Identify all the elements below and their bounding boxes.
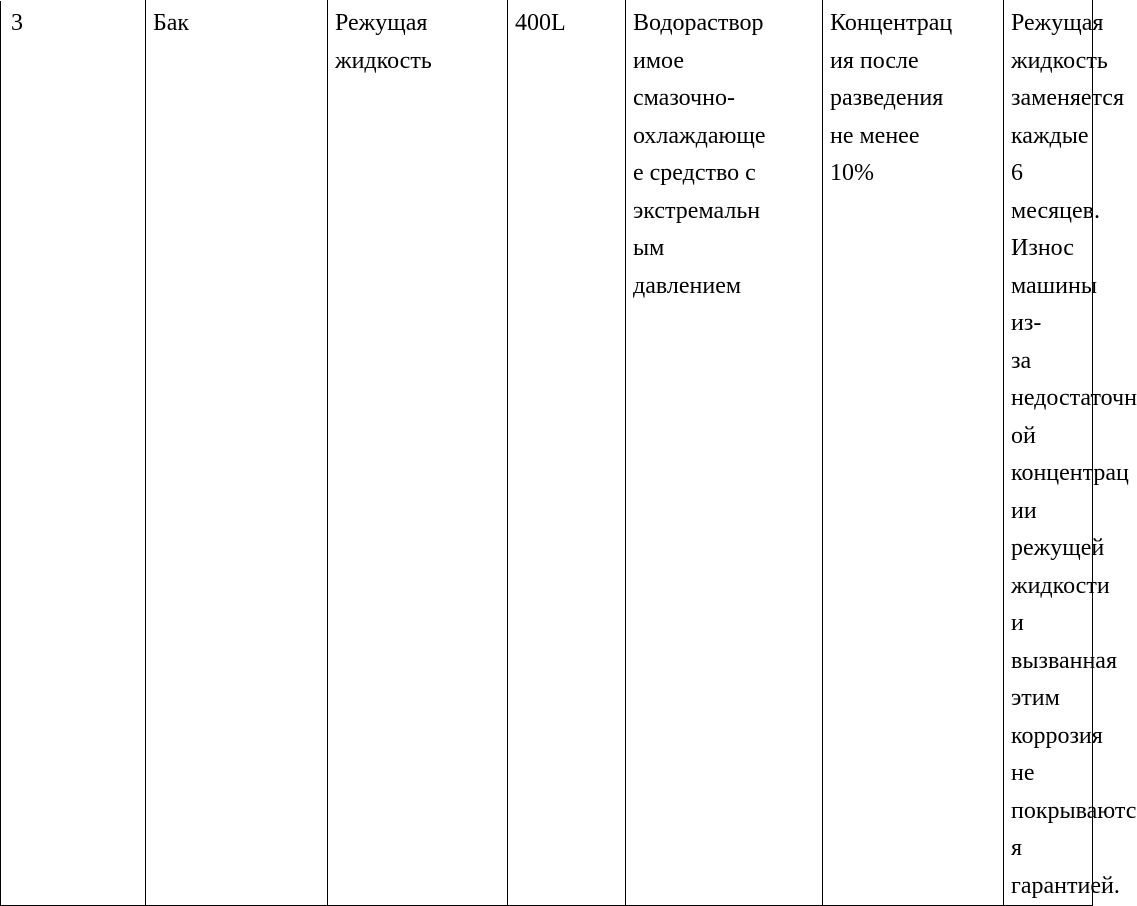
cell-location: Бак [146, 1, 328, 906]
cell-type: Водораствор имое смазочно- охлаждающе е средство с экстремальн ым давлением [626, 1, 823, 906]
table-row [1, 1, 1093, 906]
cell-number: 3 [1, 1, 146, 906]
cell-volume: 400L [508, 1, 626, 906]
cell-material: Режущая жидкость [328, 1, 508, 906]
cell-notes: Режущая жидкость заменяется каждые 6 месяцев. Износ машины из- за недостаточн ой концентрац ии режущей жидкости и вызванная этим коррозия не покрываютс я гарантией. [1004, 1, 1093, 906]
cell-concentration: Концентрац ия после разведения не менее 10% [823, 1, 1004, 906]
